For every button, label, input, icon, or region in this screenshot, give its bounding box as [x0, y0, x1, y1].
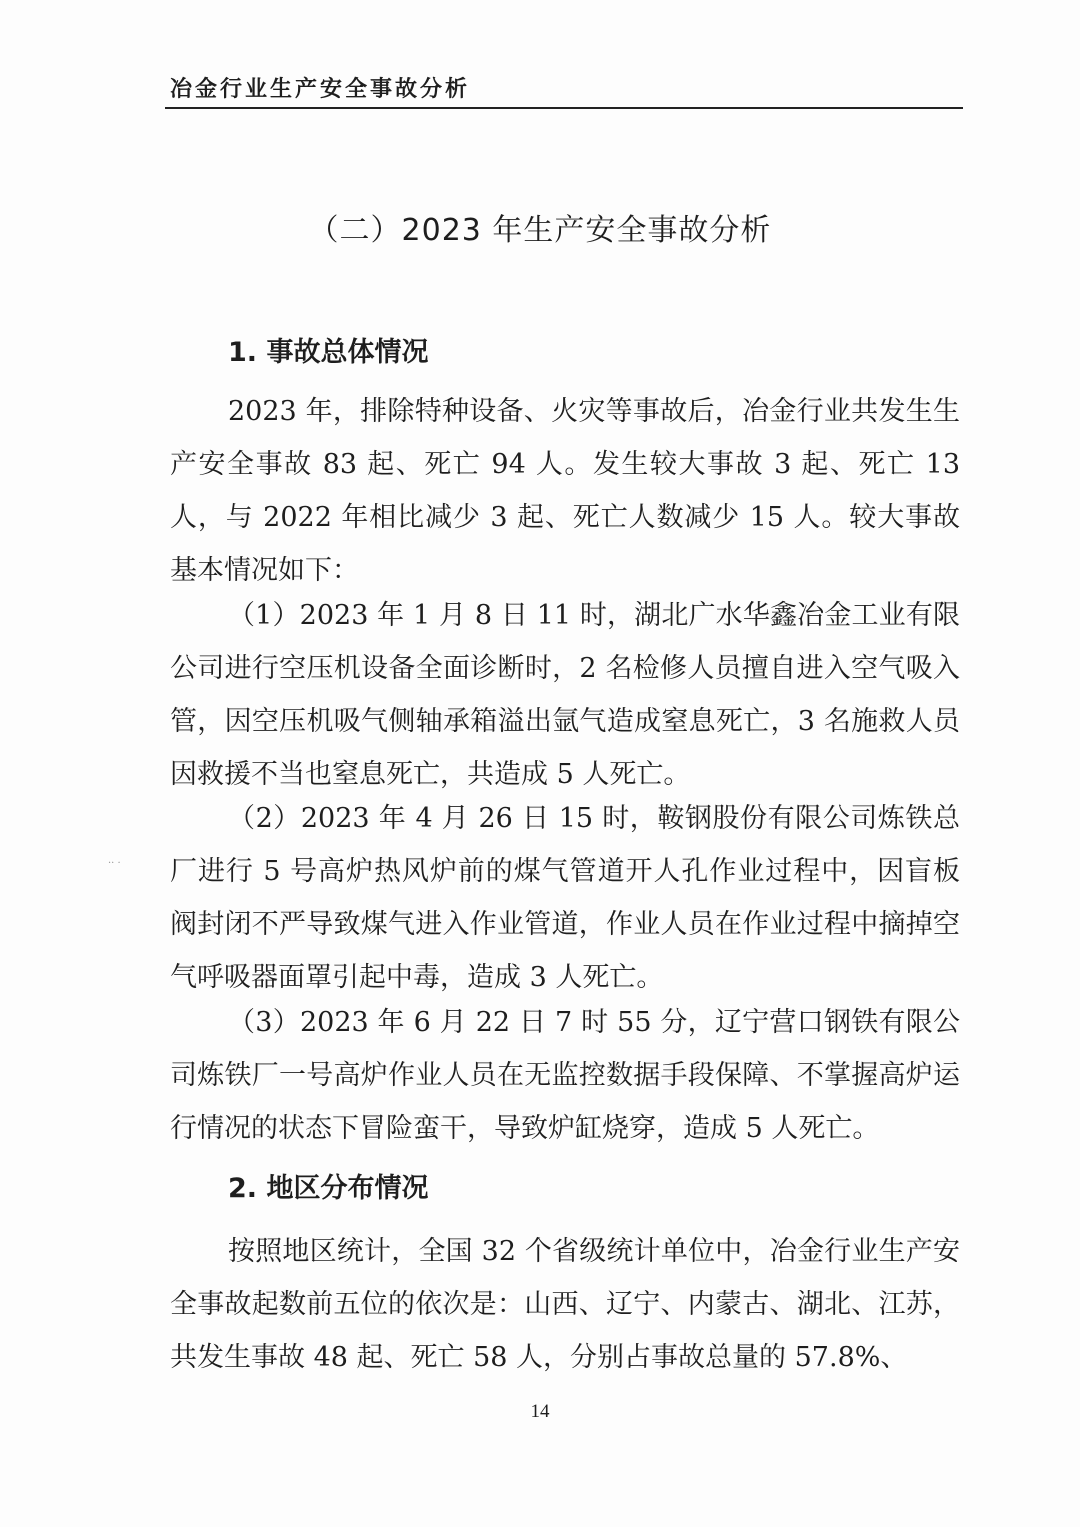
paragraph-incident-1: （1）2023 年 1 月 8 日 11 时，湖北广水华鑫冶金工业有限公司进行空压机设备全面诊断时，2 名检修人员擅自进入空气吸入管，因空压机吸气侧轴承箱溢出氩气造成窒息死亡，3 名施救人员因救援不当也窒息死亡，共造成 5 人死亡。	[170, 600, 960, 790]
page-number: 14	[530, 1401, 550, 1422]
paragraph-incident-3: （3）2023 年 6 月 22 日 7 时 55 分，辽宁营口钢铁有限公司炼铁厂一号高炉作业人员在无监控数据手段保障、不掌握高炉运行情况的状态下冒险蛮干，导致炉缸烧穿，造成 5 人死亡。	[170, 1007, 960, 1144]
scan-speck: ·· ·	[108, 858, 121, 869]
section-title: （二）2023 年生产安全事故分析	[308, 213, 772, 248]
running-header: 冶金行业生产安全事故分析	[170, 77, 471, 102]
paragraph-incident-2: （2）2023 年 4 月 26 日 15 时，鞍钢股份有限公司炼铁总厂进行 5 号高炉热风炉前的煤气管道开人孔作业过程中，因盲板阀封闭不严导致煤气进入作业管道，作业人员在作业过程中摘掉空气呼吸器面罩引起中毒，造成 3 人死亡。	[170, 803, 960, 993]
subheading-overall: 1. 事故总体情况	[228, 337, 429, 368]
paragraph-regional: 按照地区统计，全国 32 个省级统计单位中，冶金行业生产安全事故起数前五位的依次是：山西、辽宁、内蒙古、湖北、江苏，共发生事故 48 起、死亡 58 人，分别占事故总量的 57.8%、	[170, 1236, 960, 1373]
paragraph-overview: 2023 年，排除特种设备、火灾等事故后，冶金行业共发生生产安全事故 83 起、死亡 94 人。发生较大事故 3 起、死亡 13 人，与 2022 年相比减少 3 起、死亡人数减少 15 人。较大事故基本情况如下：	[170, 396, 960, 586]
subheading-regional: 2. 地区分布情况	[228, 1173, 429, 1204]
header-rule	[165, 107, 963, 109]
